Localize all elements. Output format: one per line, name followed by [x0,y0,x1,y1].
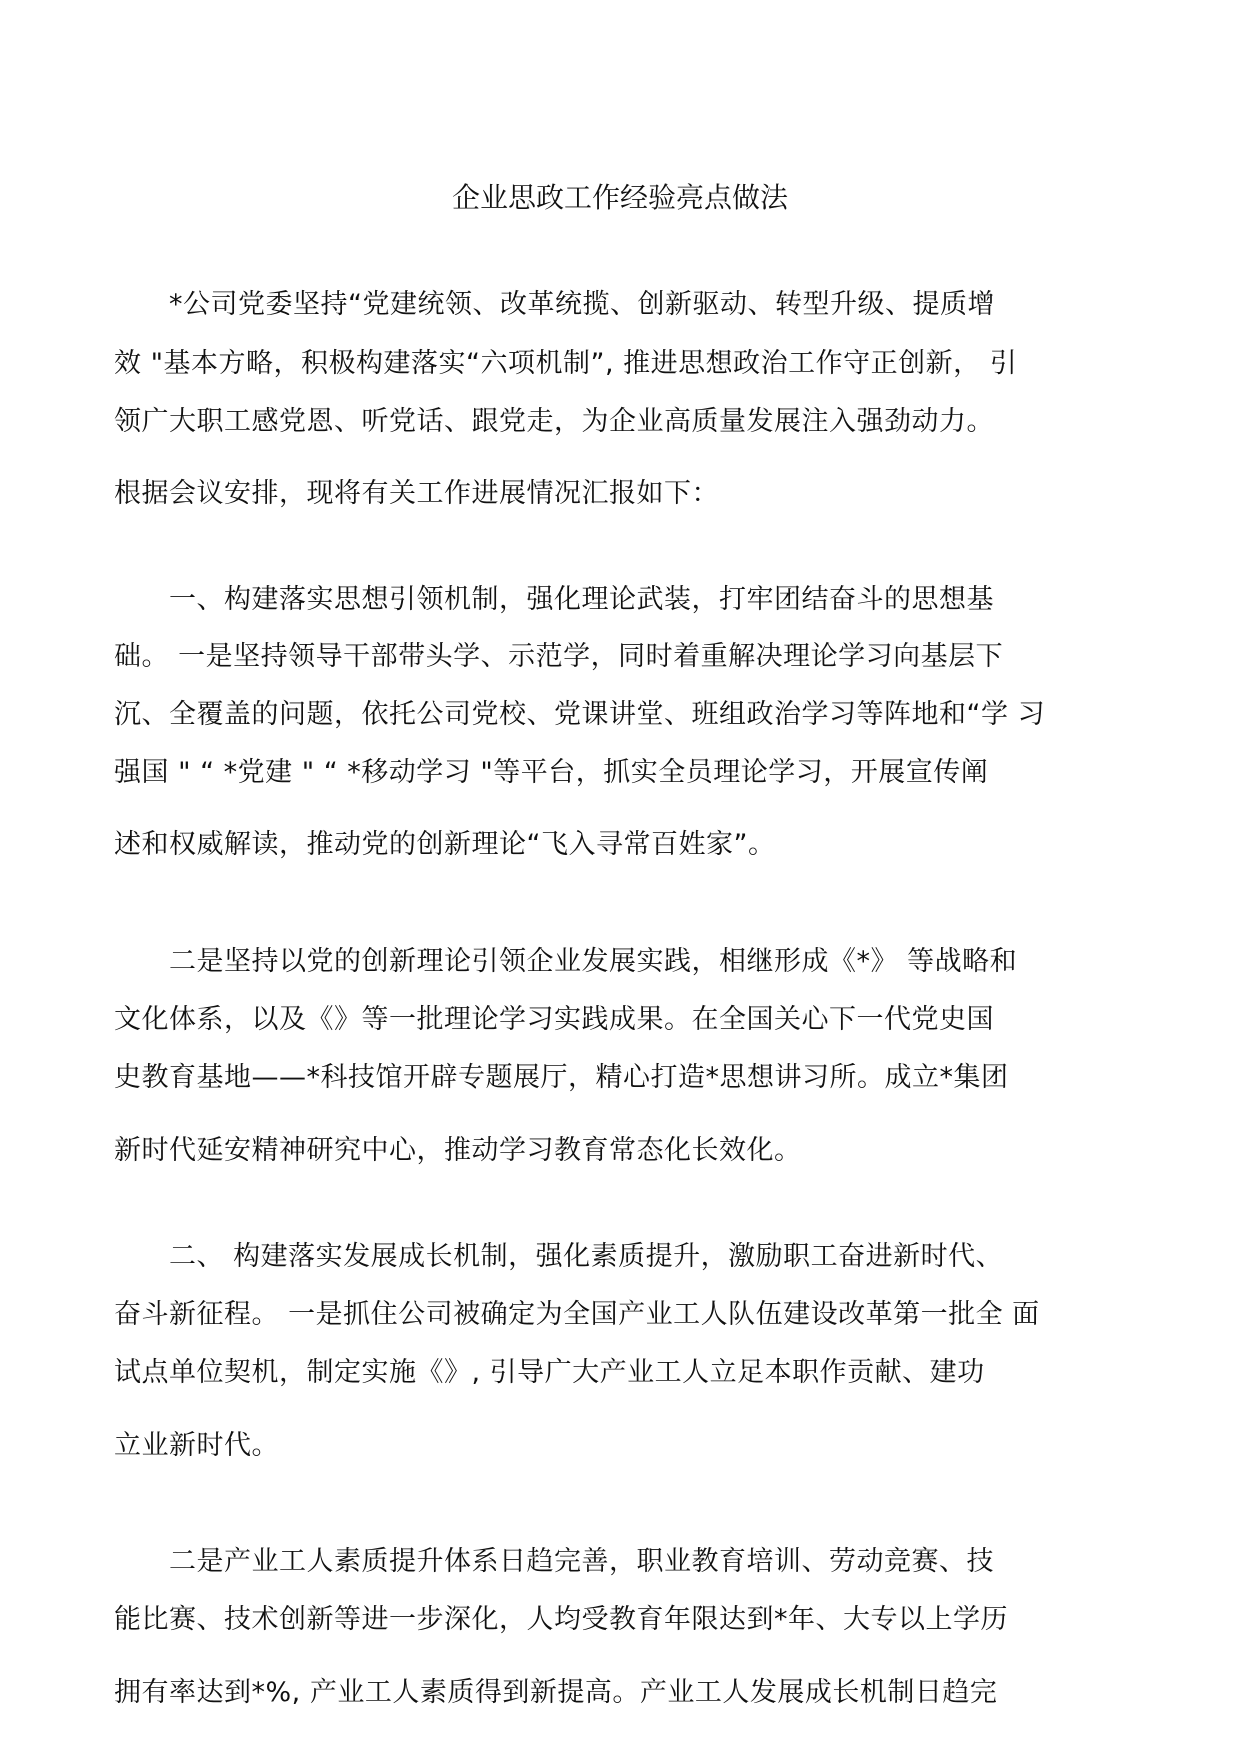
document-title: 企业思政工作经验亮点做法 [451,181,788,214]
body-line: 拥有率达到*%, 产业工人素质得到新提高。产业工人发展成长机制日趋完 [114,1677,998,1708]
body-line: 二是产业工人素质提升体系日趋完善，职业教育培训、劳动竞赛、技 [114,1546,994,1577]
body-line: 能比赛、技术创新等进一步深化，人均受教育年限达到*年、大专以上学历 [114,1604,1008,1635]
body-line: 一、构建落实思想引领机制，强化理论武装，打牢团结奋斗的思想基 [114,584,994,615]
body-line: 沉、全覆盖的问题，依托公司党校、党课讲堂、班组政治学习等阵地和“学 习 [114,699,1046,730]
body-line: 二是坚持以党的创新理论引领企业发展实践，相继形成《*》 等战略和 [114,946,1018,977]
body-line: 述和权威解读，推动党的创新理论“飞入寻常百姓家”。 [114,829,776,860]
body-line: 试点单位契机，制定实施《》, 引导广大产业工人立足本职作贡献、建功 [114,1357,985,1388]
body-line: 立业新时代。 [114,1430,279,1461]
body-line: 效 "基本方略，积极构建落实“六项机制”, 推进思想政治工作守正创新， 引 [114,348,1018,379]
body-line: 强国 " “ *党建 " “ *移动学习 "等平台，抓实全员理论学习，开展宣传阐 [114,757,989,788]
body-line: 史教育基地——*科技馆开辟专题展厅，精心打造*思想讲习所。成立*集团 [114,1062,1009,1093]
body-line: *公司党委坚持“党建统领、改革统揽、创新驱动、转型升级、提质增 [114,289,995,320]
body-line: 奋斗新征程。 一是抓住公司被确定为全国产业工人队伍建设改革第一批全 面 [114,1299,1040,1330]
body-line: 础。 一是坚持领导干部带头学、示范学，同时着重解决理论学习向基层下 [114,641,1004,672]
body-line: 领广大职工感党恩、听党话、跟党走，为企业高质量发展注入强劲动力。 [114,406,994,437]
body-line: 根据会议安排，现将有关工作进展情况汇报如下： [114,478,719,509]
body-line: 新时代延安精神研究中心，推动学习教育常态化长效化。 [114,1135,802,1166]
body-line: 文化体系，以及《》等一批理论学习实践成果。在全国关心下一代党史国 [114,1004,994,1035]
body-line: 二、 构建落实发展成长机制，强化素质提升，激励职工奋进新时代、 [114,1241,1004,1272]
